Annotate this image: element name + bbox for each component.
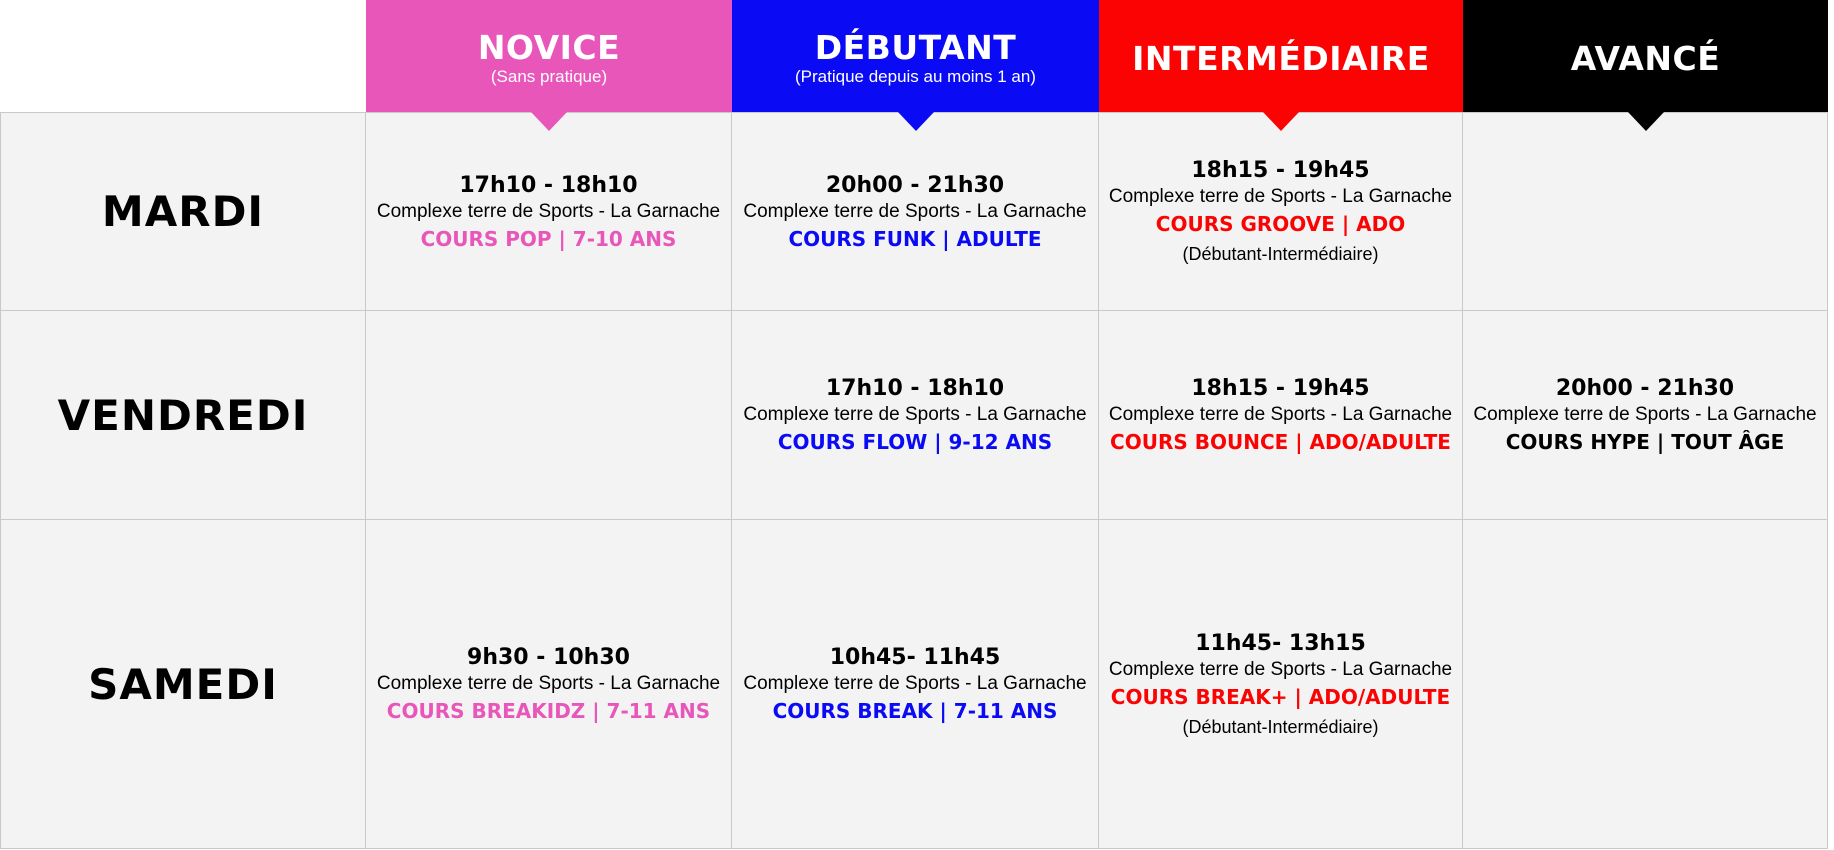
level-subtitle: (Pratique depuis au moins 1 an) <box>795 67 1036 87</box>
slot-samedi-novice <box>366 520 732 849</box>
slot-time: 17h10 - 18h10 <box>825 376 1005 401</box>
slot-time: 17h10 - 18h10 <box>459 172 638 198</box>
pointer-down-icon <box>898 112 934 131</box>
slot-place: Complexe terre de Sports - La Garnache <box>1108 186 1453 207</box>
level-header-debutant <box>732 0 1099 112</box>
slot-time: 9h30 - 10h30 <box>467 645 630 670</box>
slot-place: Complexe terre de Sports - La Garnache <box>743 200 1087 222</box>
level-title: AVANCÉ <box>1570 38 1721 78</box>
day-label: MARDI <box>101 187 265 236</box>
slot-note: (Débutant-Intermédiaire) <box>1182 244 1379 264</box>
level-header-intermediaire <box>1099 0 1463 112</box>
slot-place: Complexe terre de Sports - La Garnache <box>1473 404 1817 425</box>
level-header-avance <box>1463 0 1828 112</box>
slot-vendredi-avance <box>1463 311 1828 520</box>
level-header-novice <box>366 0 732 112</box>
slot-time: 10h45- 11h45 <box>829 645 1001 670</box>
slot-place: Complexe terre de Sports - La Garnache <box>376 673 721 694</box>
slot-note: (Débutant-Intermédiaire) <box>1182 716 1379 737</box>
slot-time: 20h00 - 21h30 <box>825 172 1005 198</box>
slot-vendredi-debutant <box>732 311 1099 520</box>
pointer-down-icon <box>1263 112 1299 131</box>
slot-place: Complexe terre de Sports - La Garnache <box>1108 658 1453 680</box>
slot-course: COURS FLOW | 9-12 ANS <box>777 430 1053 454</box>
day-cell-mardi <box>0 112 366 311</box>
slot-place: Complexe terre de Sports - La Garnache <box>1108 404 1453 425</box>
slot-mardi-novice <box>366 112 732 311</box>
day-cell-vendredi <box>0 311 366 520</box>
pointer-down-icon <box>531 112 567 131</box>
slot-samedi-debutant <box>732 520 1099 849</box>
slot-vendredi-intermediaire <box>1099 311 1463 520</box>
slot-course: COURS FUNK | ADULTE <box>788 226 1042 251</box>
level-subtitle: (Sans pratique) <box>490 67 608 87</box>
day-cell-samedi <box>0 520 366 849</box>
slot-mardi-avance-empty <box>1463 112 1828 311</box>
slot-course: COURS BREAKIDZ | 7-11 ANS <box>386 699 711 723</box>
slot-vendredi-novice-empty <box>366 311 732 520</box>
slot-time: 18h15 - 19h45 <box>1191 158 1370 183</box>
slot-mardi-debutant <box>732 112 1099 311</box>
slot-time: 20h00 - 21h30 <box>1555 376 1735 401</box>
slot-time: 11h45- 13h15 <box>1195 630 1366 656</box>
slot-course: COURS POP | 7-10 ANS <box>420 226 677 251</box>
slot-course: COURS BOUNCE | ADO/ADULTE <box>1110 430 1451 454</box>
day-label: VENDREDI <box>57 390 309 440</box>
slot-mardi-intermediaire <box>1099 112 1463 311</box>
day-label: SAMEDI <box>88 659 278 709</box>
level-title: DÉBUTANT <box>814 27 1017 67</box>
slot-place: Complexe terre de Sports - La Garnache <box>743 673 1087 694</box>
slot-time: 18h15 - 19h45 <box>1191 376 1370 401</box>
slot-place: Complexe terre de Sports - La Garnache <box>743 404 1087 425</box>
slot-course: COURS HYPE | TOUT ÂGE <box>1505 430 1785 454</box>
slot-course: COURS BREAK | 7-11 ANS <box>772 699 1058 723</box>
slot-samedi-intermediaire <box>1099 520 1463 849</box>
level-title: NOVICE <box>477 27 621 67</box>
pointer-down-icon <box>1628 112 1664 131</box>
slot-course: COURS BREAK+ | ADO/ADULTE <box>1110 684 1451 709</box>
slot-place: Complexe terre de Sports - La Garnache <box>376 200 721 222</box>
table-corner <box>0 0 366 112</box>
slot-samedi-avance-empty <box>1463 520 1828 849</box>
level-title: INTERMÉDIAIRE <box>1132 38 1430 78</box>
slot-course: COURS GROOVE | ADO <box>1155 212 1406 236</box>
